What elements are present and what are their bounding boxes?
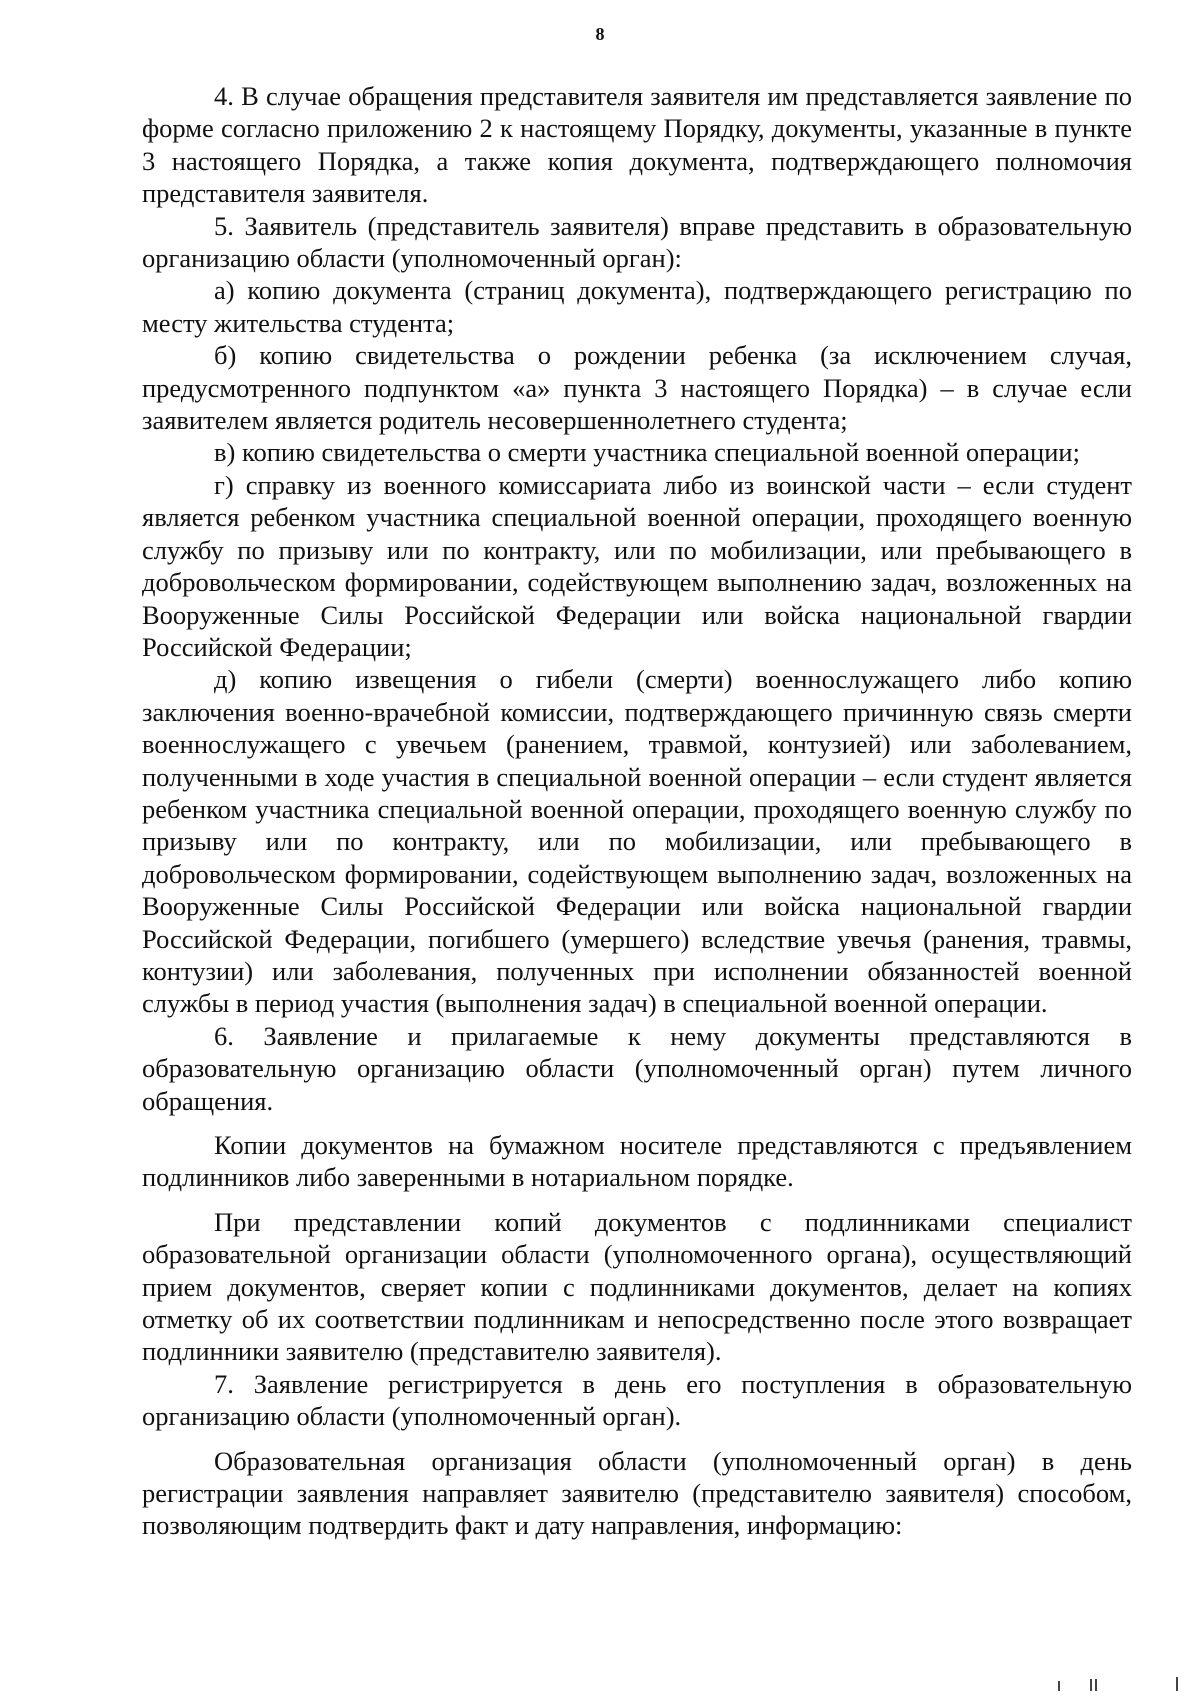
paragraph-item-4: 4. В случае обращения представителя заявителя им представляется заявление по форме согласно приложению 2 к настоящему Порядку, документы, указанные в пункте 3 настоящего Порядка, а также копия документа, подтверждающего полномочия представителя заявителя. — [142, 81, 1132, 209]
paragraph-copies: Копии документов на бумажном носителе представляются с предъявлением подлинников либо заверенными в нотариальном порядке. — [142, 1130, 1132, 1193]
paragraph-notification: Образовательная организация области (уполномоченный орган) в день регистрации заявления направляет заявителю (представителю заявителя) способом, позволяющим подтвердить факт и дату направления, информацию: — [142, 1445, 1132, 1541]
subparagraph-b: б) копию свидетельства о рождении ребенка (за исключением случая, предусмотренного подпунктом «а» пункта 3 настоящего Порядка) – в случае если заявителем является родитель несовершеннолетнего студента; — [142, 340, 1132, 436]
paragraph-item-5: 5. Заявитель (представитель заявителя) вправе представить в образовательную организацию области (уполномоченный орган): — [142, 210, 1132, 274]
subparagraph-a: а) копию документа (страниц документа), подтверждающего регистрацию по месту жительства студента; — [142, 275, 1132, 338]
subparagraph-d: д) копию извещения о гибели (смерти) военнослужащего либо копию заключения военно-врачебной комиссии, подтверждающего причинную связь смерти военнослужащего с увечьем (ранением, травмой, контузией) или заболеванием, полученными в ходе участия в специальной военной операции – если студент является ребенком участника специальной военной операции, проходящего военную службу по призыву или по контракту, или по мобилизации, или пребывающего в добровольческом формировании, содействующем выполнению задач, возложенных на Вооруженные Силы Российской Федерации или войска национальной гвардии Российской Федерации, погибшего (умершего) вследствие увечья (ранения, травмы, контузии) или заболевания, полученных при исполнении обязанностей военной службы в период участия (выполнения задач) в специальной военной операции. — [142, 664, 1132, 1019]
paragraph-verification: При представлении копий документов с подлинниками специалист образовательной организации области (уполномоченного органа), осуществляющий прием документов, сверяет копии с подлинниками документов, делает на копиях отметку об их соответствии подлинникам и непосредственно после этого возвращает подлинники заявителю (представителю заявителя). — [142, 1206, 1132, 1367]
scan-artifact — [1095, 1679, 1097, 1691]
subparagraph-g: г) справку из военного комиссариата либо из воинской части – если студент является ребенком участника специальной военной операции, проходящего военную службу по призыву или по контракту, или по мобилизации, или пребывающего в добровольческом формировании, содействующем выполнению задач, возложенных на Вооруженные Силы Российской Федерации или войска национальной гвардии Российской Федерации; — [142, 469, 1132, 662]
scan-artifact — [1176, 1677, 1178, 1691]
scan-artifact — [1090, 1679, 1092, 1691]
paragraph-item-7: 7. Заявление регистрируется в день его поступления в образовательную организацию области (уполномоченный орган). — [142, 1368, 1132, 1432]
subparagraph-v: в) копию свидетельства о смерти участника специальной военной операции; — [214, 437, 1080, 468]
paragraph-item-6: 6. Заявление и прилагаемые к нему документы представляются в образовательную организацию области (уполномоченный орган) путем личного обращения. — [142, 1020, 1132, 1116]
page-number: 8 — [595, 24, 605, 44]
document-body — [142, 80, 1132, 1542]
scan-artifact — [1058, 1681, 1060, 1691]
